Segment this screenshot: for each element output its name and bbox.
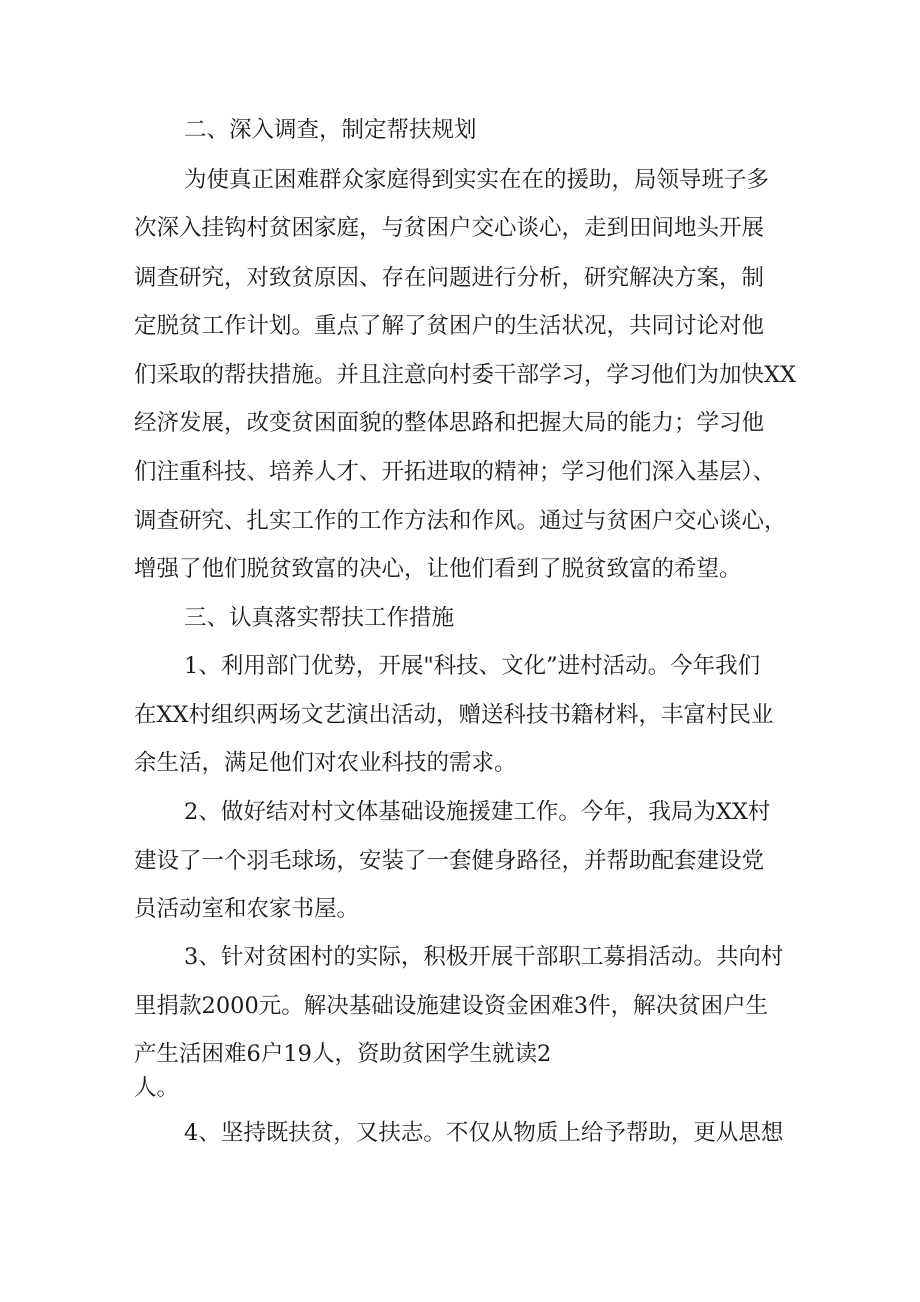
paragraph-line: 们采取的帮扶措施。并且注意向村委干部学习，学习他们为加快XX	[134, 362, 797, 388]
list-item-1-line: 余生活，满足他们对农业科技的需求。	[134, 750, 517, 776]
list-item-3-line: 3、针对贫困村的实际，积极开展干部职工募捐活动。共向村	[184, 944, 784, 970]
list-item-2-line: 2、做好结对村文体基础设施援建工作。今年，我局为XX村	[184, 799, 771, 825]
section-heading-2: 二、深入调查，制定帮扶规划	[184, 117, 477, 143]
list-item-3-line: 产生活困难6户19人，资助贫困学生就读2	[134, 1041, 552, 1067]
list-item-2-line: 员活动室和农家书屋。	[134, 896, 360, 922]
list-item-3-line: 人。	[134, 1075, 180, 1101]
paragraph-line: 经济发展，改变贫困面貌的整体思路和把握大局的能力；学习他	[134, 410, 765, 436]
list-item-1-line: 在XX村组织两场文艺演出活动，赠送科技书籍材料，丰富村民业	[134, 702, 774, 728]
section-heading-3: 三、认真落实帮扶工作措施	[184, 605, 455, 631]
list-item-4-line: 4、坚持既扶贫，又扶志。不仅从物质上给予帮助，更从思想	[184, 1120, 784, 1146]
list-item-2-line: 建设了一个羽毛球场，安装了一套健身路径，并帮助配套建设党	[134, 848, 765, 874]
paragraph-line: 调查研究，对致贫原因、存在问题进行分析，研究解决方案，制	[134, 265, 765, 291]
paragraph-line: 定脱贫工作计划。重点了解了贫困户的生活状况，共同讨论对他	[134, 313, 765, 339]
list-item-3-line: 里捐款2000元。解决基础设施建设资金困难3件，解决贫困户生	[134, 993, 769, 1019]
paragraph-line: 们注重科技、培养人才、开拓进取的精神；学习他们深入基层）、	[134, 459, 776, 485]
list-item-1-line: 1、利用部门优势，开展"科技、文化”进村活动。今年我们	[184, 653, 761, 679]
paragraph-line: 为使真正困难群众家庭得到实实在在的援助，局领导班子多	[184, 167, 770, 193]
paragraph-line: 增强了他们脱贫致富的决心，让他们看到了脱贫致富的希望。	[134, 556, 742, 582]
paragraph-line: 次深入挂钩村贫困家庭，与贫困户交心谈心，走到田间地头开展	[134, 215, 765, 241]
paragraph-line: 调查研究、扎实工作的工作方法和作风。通过与贫困户交心谈心，	[134, 508, 787, 534]
